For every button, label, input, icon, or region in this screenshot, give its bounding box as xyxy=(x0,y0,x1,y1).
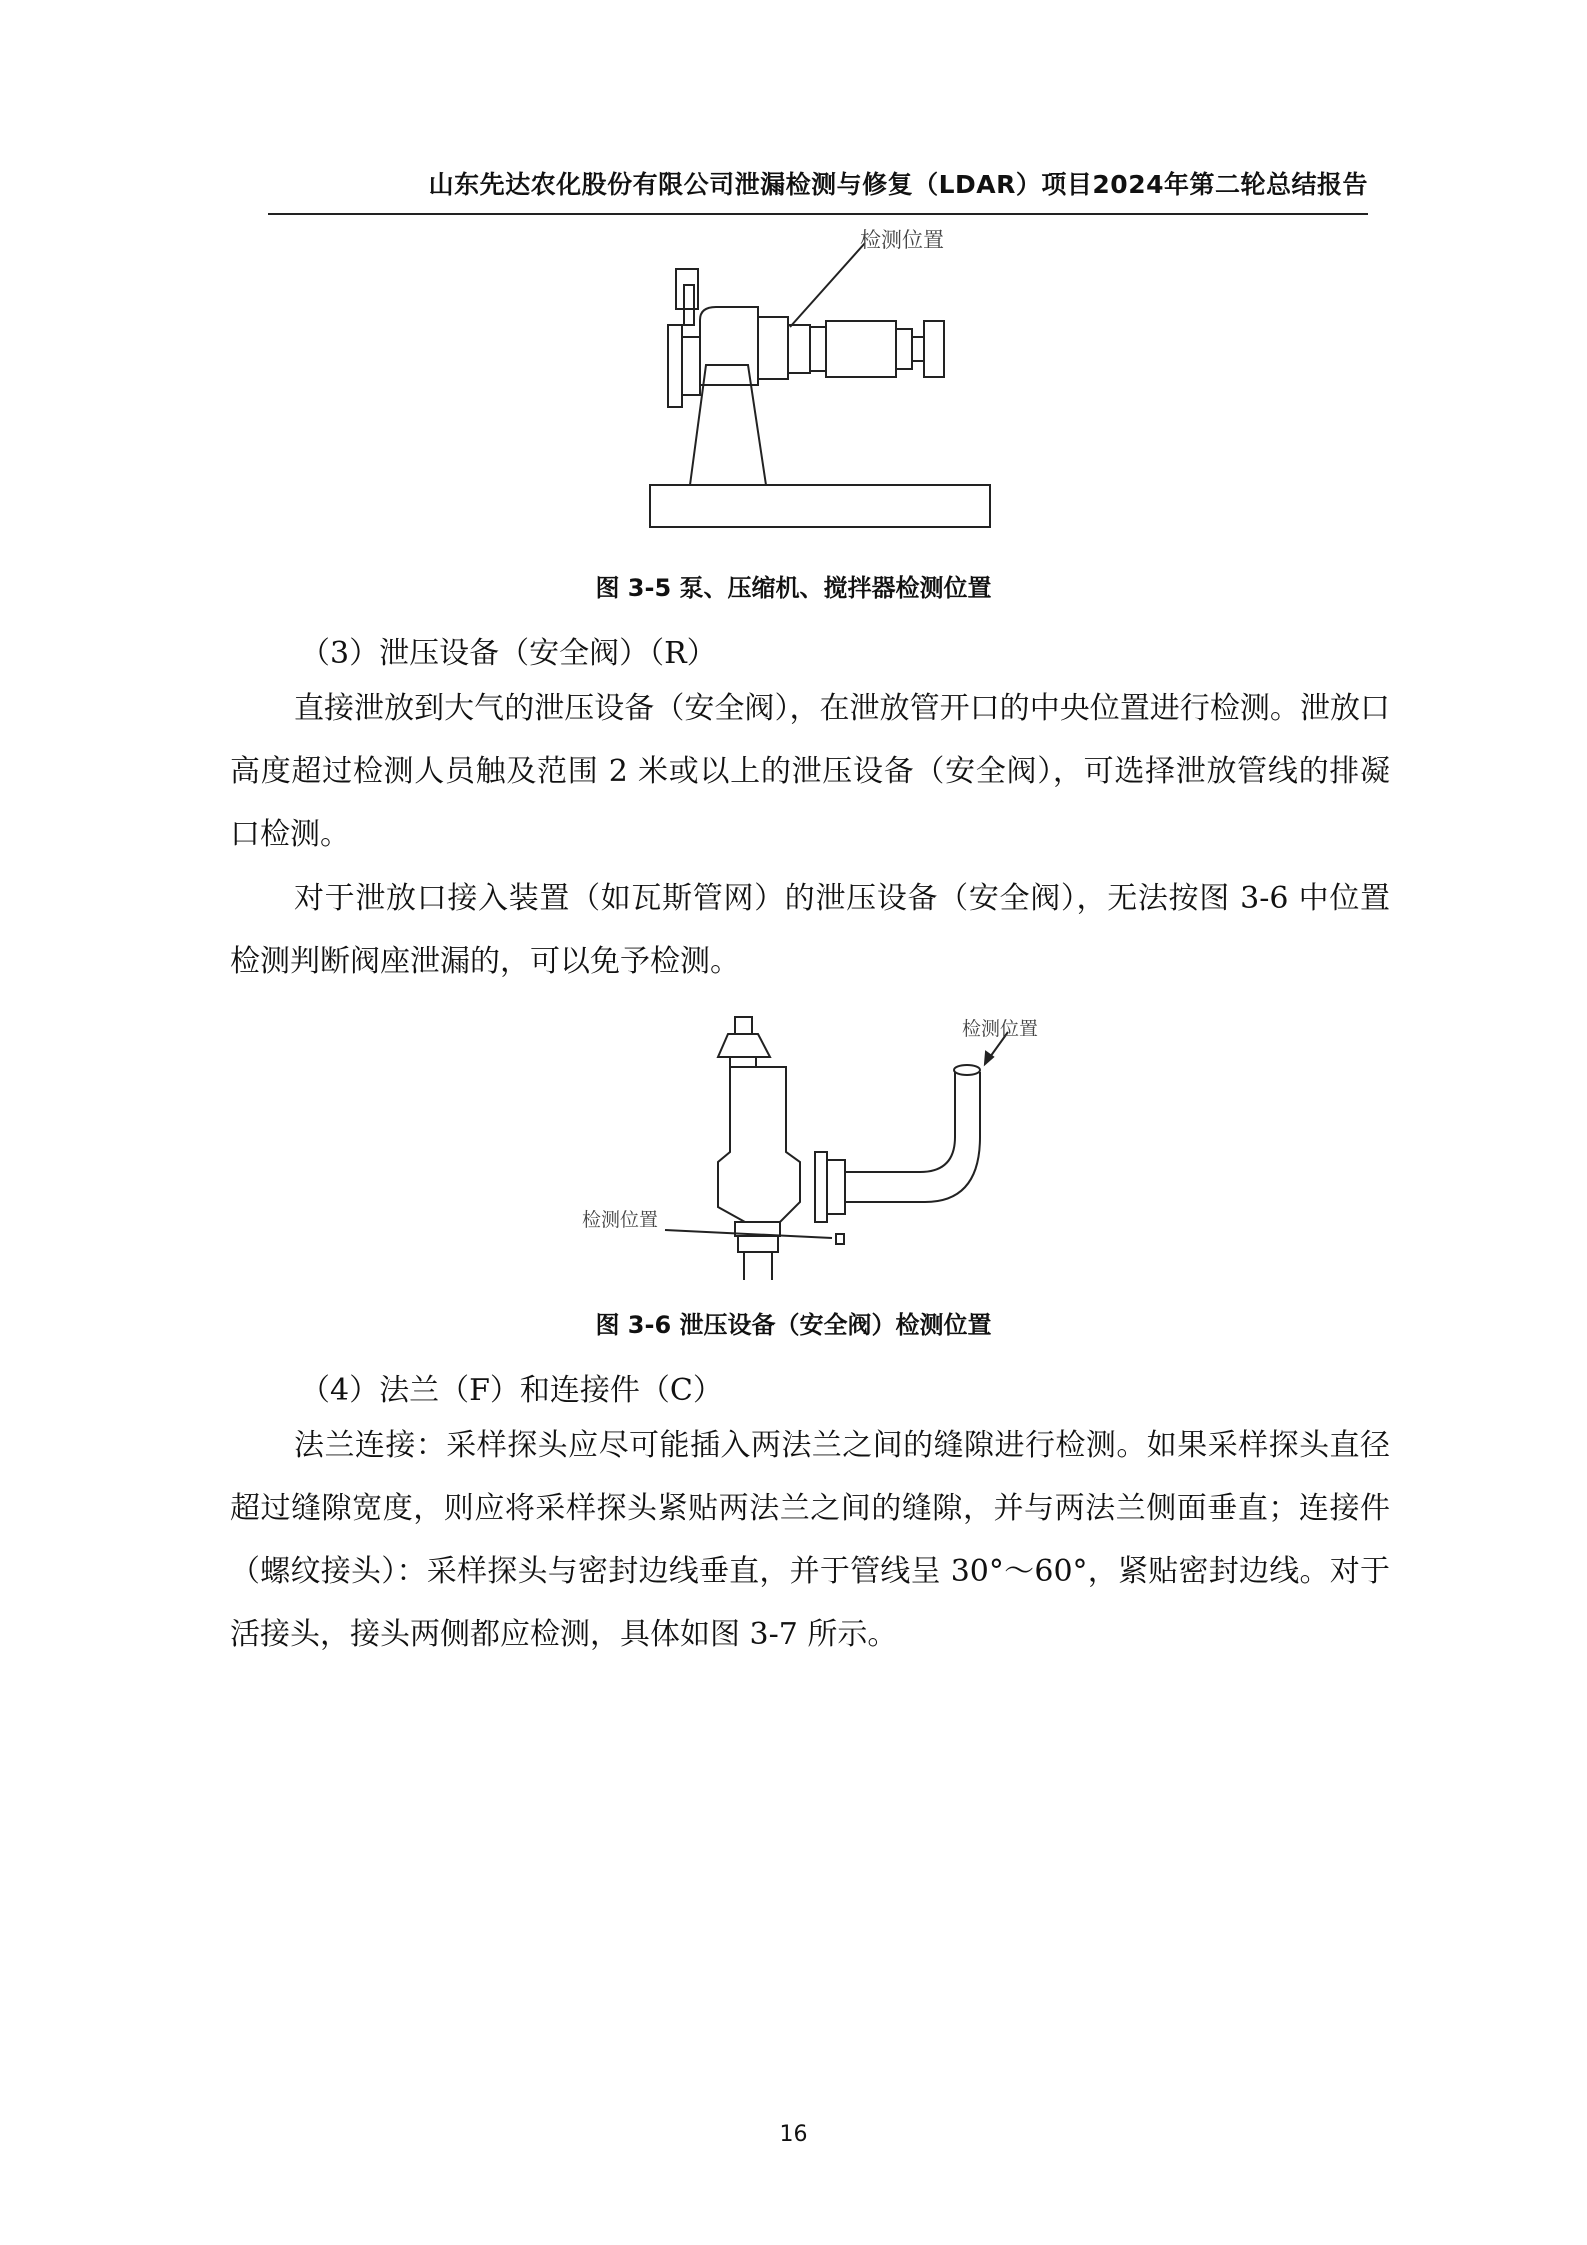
motor xyxy=(826,321,896,377)
header-rule xyxy=(268,213,1368,215)
page-number: 16 xyxy=(779,2122,808,2147)
inlet-flange xyxy=(668,325,682,407)
pump-diagram xyxy=(640,225,1000,535)
figure-3-5-caption: 图 3-5 泵、压缩机、搅拌器检测位置 xyxy=(595,574,992,602)
figure-3-6-caption: 图 3-6 泄压设备（安全阀）检测位置 xyxy=(595,1311,992,1339)
discharge-pipe xyxy=(845,1072,955,1172)
pump-base xyxy=(650,485,990,527)
section-3-paragraph-2: 对于泄放口接入装置（如瓦斯管网）的泄压设备（安全阀），无法按图 3-6 中位置检测判断阀座泄漏的，可以免予检测。 xyxy=(230,881,1390,979)
outlet-flange-pair xyxy=(815,1152,827,1222)
discharge-opening xyxy=(954,1065,980,1075)
figure-3-6-label-top: 检测位置 xyxy=(961,1018,1039,1040)
section-3-paragraph-1: 直接泄放到大气的泄压设备（安全阀），在泄放管开口的中央位置进行检测。泄放口高度超过检测人员触及范围 2 米或以上的泄压设备（安全阀），可选择泄放管线的排凝口检测。 xyxy=(230,691,1390,852)
valve-body xyxy=(718,1067,800,1222)
figure-3-5-label: 检测位置 xyxy=(860,228,944,252)
figure-3-6-label-left: 检测位置 xyxy=(581,1209,659,1231)
page-header: 山东先达农化股份有限公司泄漏检测与修复（LDAR）项目2024年第二轮总结报告 xyxy=(428,170,1368,199)
pump-support xyxy=(690,365,766,485)
safety-valve-diagram xyxy=(560,1012,1040,1282)
valve-cap xyxy=(735,1017,752,1034)
section-3-heading: （3）泄压设备（安全阀）（R） xyxy=(300,636,717,671)
section-4-heading: （4）法兰（F）和连接件（C） xyxy=(300,1373,723,1408)
section-4-paragraph-1: 法兰连接：采样探头应尽可能插入两法兰之间的缝隙进行检测。如果采样探头直径超过缝隙宽度，则应将采样探头紧贴两法兰之间的缝隙，并与两法兰侧面垂直；连接件（螺纹接头）：采样探头与密封边线垂直，并于管线呈 30°～60°，紧贴密封边线。对于活接头，接头两侧都应检测，具体如图 3-7 所示。 xyxy=(230,1428,1390,1652)
seal-housing xyxy=(788,325,810,373)
